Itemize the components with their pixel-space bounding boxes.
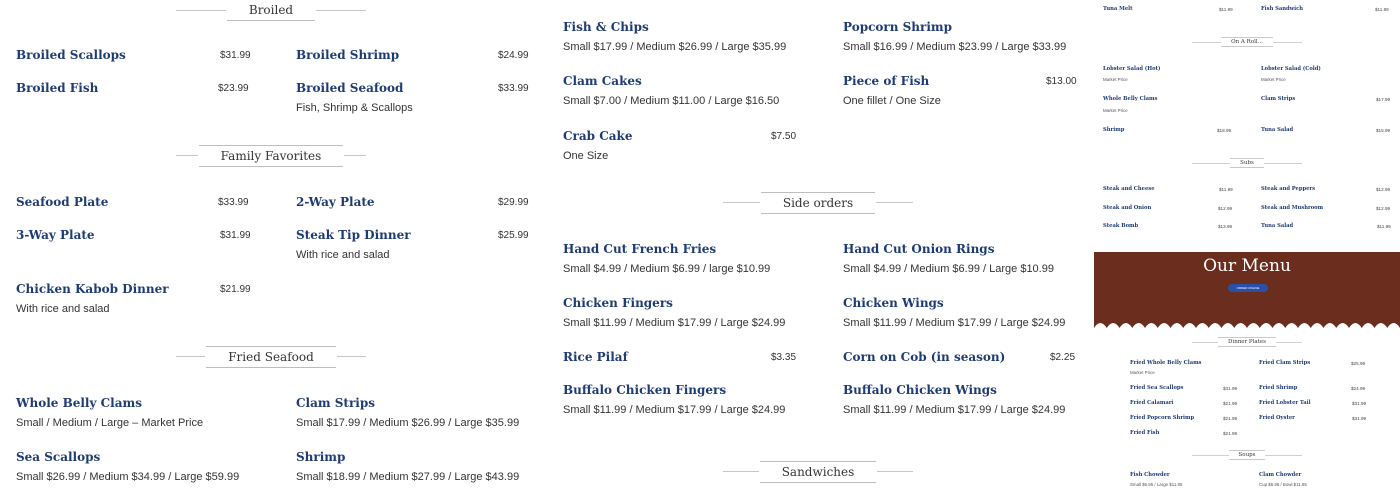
menu-item-description: Small $4.99 / Medium $6.99 / large $10.99: [563, 263, 771, 275]
section-banner-broiled: [176, 0, 366, 22]
menu-item-price: $13.00: [1046, 76, 1077, 87]
menu-item-price: $31.99: [220, 230, 251, 241]
thumb-section-title: On A Roll...: [1221, 37, 1273, 47]
section-title: Family Favorites: [199, 145, 344, 167]
thumb-item-description: Cup $6.95 / Bowl $11.95: [1259, 482, 1307, 487]
thumb-item-name: Steak Bomb: [1103, 223, 1139, 229]
thumb-item-price: $21.99: [1223, 416, 1238, 421]
menu-item-description: Fish, Shrimp & Scallops: [296, 102, 413, 114]
thumb-item-description: Market Price: [1103, 77, 1128, 82]
menu-item-description: Small $18.99 / Medium $27.99 / Large $43.99: [296, 471, 520, 483]
menu-item-description: Small $7.00 / Medium $11.00 / Large $16.50: [563, 95, 780, 107]
thumb-item-name: Fried Shrimp: [1259, 385, 1298, 391]
menu-item-price: $33.99: [218, 197, 249, 208]
menu-item-price: $21.99: [220, 284, 251, 295]
menu-item-description: One fillet / One Size: [843, 95, 941, 107]
menu-item-name: Chicken Fingers: [563, 296, 673, 310]
thumb-item-price: $11.99: [1375, 7, 1389, 12]
thumb-section-banner: [1192, 337, 1302, 347]
thumb-item-description: Market Price: [1261, 77, 1286, 82]
thumb-item-price: $21.99: [1223, 431, 1238, 436]
menu-item-name: Clam Cakes: [563, 74, 642, 88]
menu-page-thumbnail: [1094, 0, 1400, 500]
menu-item-description: Small $17.99 / Medium $26.99 / Large $35.99: [563, 41, 787, 53]
menu-item-name: Broiled Seafood: [296, 81, 404, 95]
menu-item-price: $31.99: [220, 50, 251, 61]
menu-item-price: $33.99: [498, 83, 529, 94]
thumb-item-price: $12.99: [1376, 206, 1391, 211]
section-title: Fried Seafood: [206, 346, 336, 368]
thumb-item-description: Market Price: [1103, 108, 1128, 113]
thumb-item-name: Lobster Salad (Hot): [1103, 66, 1161, 72]
menu-item-description: Small $11.99 / Medium $17.99 / Large $24.99: [843, 404, 1066, 416]
menu-item-description: Small $26.99 / Medium $34.99 / Large $59.99: [16, 471, 240, 483]
section-banner-fried-seafood: [176, 346, 366, 368]
menu-item-name: Crab Cake: [563, 129, 633, 143]
thumb-item-name: Fish Sandwich: [1261, 6, 1304, 12]
menu-item-name: Buffalo Chicken Wings: [843, 383, 997, 397]
menu-item-name: Popcorn Shrimp: [843, 20, 952, 34]
menu-item-name: Chicken Wings: [843, 296, 944, 310]
thumb-section-title: Subs: [1230, 158, 1264, 168]
menu-item-name: Hand Cut Onion Rings: [843, 242, 995, 256]
thumb-item-name: Fried Whole Belly Clams: [1130, 360, 1202, 366]
thumb-item-price: $15.99: [1376, 128, 1391, 133]
menu-item-price: $24.99: [498, 50, 529, 61]
thumb-item-name: Fish Chowder: [1130, 472, 1170, 478]
menu-item-price: $7.50: [771, 131, 797, 142]
thumb-item-price: $12.99: [1218, 206, 1233, 211]
thumb-item-name: Tuna Melt: [1103, 6, 1133, 12]
thumb-item-price: $21.99: [1223, 401, 1238, 406]
menu-item-name: Fish & Chips: [563, 20, 649, 34]
thumb-item-name: Tuna Salad: [1261, 127, 1294, 133]
thumb-item-name: Fried Lobster Tail: [1259, 400, 1311, 406]
thumb-item-description: Small $6.95 / Large $11.95: [1130, 482, 1183, 487]
menu-item-description: Small $11.99 / Medium $17.99 / Large $24.99: [563, 404, 786, 416]
thumb-item-price: $31.99: [1352, 401, 1367, 406]
thumb-item-name: Fried Clam Strips: [1259, 360, 1311, 366]
menu-item-description: Small / Medium / Large – Market Price: [16, 417, 204, 429]
menu-item-price: $23.99: [218, 83, 249, 94]
thumb-item-name: Whole Belly Clams: [1103, 96, 1158, 102]
menu-hero-banner: [1094, 252, 1400, 328]
menu-item-description: Small $11.99 / Medium $17.99 / Large $24.99: [563, 317, 786, 329]
thumb-item-name: Clam Chowder: [1259, 472, 1302, 478]
menu-item-name: Broiled Fish: [16, 81, 99, 95]
menu-item-name: Hand Cut French Fries: [563, 242, 717, 256]
thumb-item-name: Steak and Peppers: [1261, 186, 1316, 192]
menu-item-price: $2.25: [1050, 352, 1076, 363]
menu-item-price: $25.99: [498, 230, 529, 241]
menu-item-name: Buffalo Chicken Fingers: [563, 383, 727, 397]
menu-item-price: $3.35: [771, 352, 797, 363]
thumb-item-name: Shrimp: [1103, 127, 1125, 133]
thumb-item-price: $11.99: [1377, 224, 1391, 229]
section-banner-side-orders: [723, 192, 913, 214]
wavy-edge-decoration: [1094, 318, 1400, 328]
menu-item-name: Shrimp: [296, 450, 346, 464]
thumb-item-name: Fried Calamari: [1130, 400, 1174, 406]
thumb-item-name: Tuna Salad: [1261, 223, 1294, 229]
thumb-item-name: Steak and Mushroom: [1261, 205, 1324, 211]
menu-item-description: Small $11.99 / Medium $17.99 / Large $24.99: [843, 317, 1066, 329]
menu-item-name: 2-Way Plate: [296, 195, 375, 209]
thumb-section-banner: [1192, 450, 1302, 460]
menu-item-name: Chicken Kabob Dinner: [16, 282, 169, 296]
section-title: Sandwiches: [760, 461, 877, 483]
thumb-item-price: $17.99: [1376, 97, 1391, 102]
order-online-button[interactable]: ORDER ONLINE: [1228, 284, 1268, 292]
menu-item-name: Rice Pilaf: [563, 350, 628, 364]
thumb-item-price: $25.99: [1351, 361, 1366, 366]
thumb-item-price: $11.99: [1219, 187, 1233, 192]
menu-item-name: 3-Way Plate: [16, 228, 95, 242]
section-title: Broiled: [227, 0, 315, 21]
section-title: Side orders: [761, 192, 875, 214]
thumb-item-name: Fried Oyster: [1259, 415, 1295, 421]
thumb-item-name: Fried Popcorn Shrimp: [1130, 415, 1195, 421]
section-banner-family-favorites: [176, 145, 366, 167]
thumb-item-name: Fried Sea Scallops: [1130, 385, 1184, 391]
menu-item-name: Corn on Cob (in season): [843, 350, 1006, 364]
thumb-item-name: Clam Strips: [1261, 96, 1296, 102]
thumb-item-price: $13.99: [1218, 224, 1233, 229]
thumb-item-name: Lobster Salad (Cold): [1261, 66, 1321, 72]
thumb-item-price: $12.99: [1376, 187, 1391, 192]
section-banner-sandwiches: [723, 461, 913, 483]
menu-item-description: Small $4.99 / Medium $6.99 / Large $10.99: [843, 263, 1054, 275]
menu-item-name: Clam Strips: [296, 396, 375, 410]
menu-item-name: Piece of Fish: [843, 74, 930, 88]
menu-item-name: Broiled Shrimp: [296, 48, 400, 62]
menu-item-price: $29.99: [498, 197, 529, 208]
thumb-item-price: $18.99: [1217, 128, 1232, 133]
menu-item-description: One Size: [563, 150, 609, 162]
menu-item-name: Whole Belly Clams: [16, 396, 142, 410]
thumb-section-title: Soups: [1229, 450, 1266, 460]
thumb-item-name: Steak and Cheese: [1103, 186, 1155, 192]
menu-item-description: Small $16.99 / Medium $23.99 / Large $33.99: [843, 41, 1067, 53]
menu-item-name: Sea Scallops: [16, 450, 101, 464]
menu-item-name: Seafood Plate: [16, 195, 109, 209]
thumb-item-price: $31.99: [1223, 386, 1238, 391]
thumb-item-description: Market Price: [1130, 370, 1155, 375]
menu-item-name: Steak Tip Dinner: [296, 228, 411, 242]
menu-item-description: With rice and salad: [16, 303, 110, 315]
thumb-section-banner: [1192, 158, 1302, 168]
thumb-item-price: $31.99: [1352, 416, 1367, 421]
hero-title: Our Menu: [1203, 256, 1291, 276]
menu-item-description: Small $17.99 / Medium $26.99 / Large $35.99: [296, 417, 520, 429]
thumb-item-price: $24.99: [1351, 386, 1366, 391]
thumb-item-name: Steak and Onion: [1103, 205, 1152, 211]
thumb-item-name: Fried Fish: [1130, 430, 1160, 436]
thumb-section-banner: [1192, 37, 1302, 47]
menu-item-description: With rice and salad: [296, 249, 390, 261]
thumb-section-title: Dinner Plates: [1218, 337, 1276, 347]
thumb-item-price: $11.99: [1219, 7, 1233, 12]
menu-item-name: Broiled Scallops: [16, 48, 126, 62]
